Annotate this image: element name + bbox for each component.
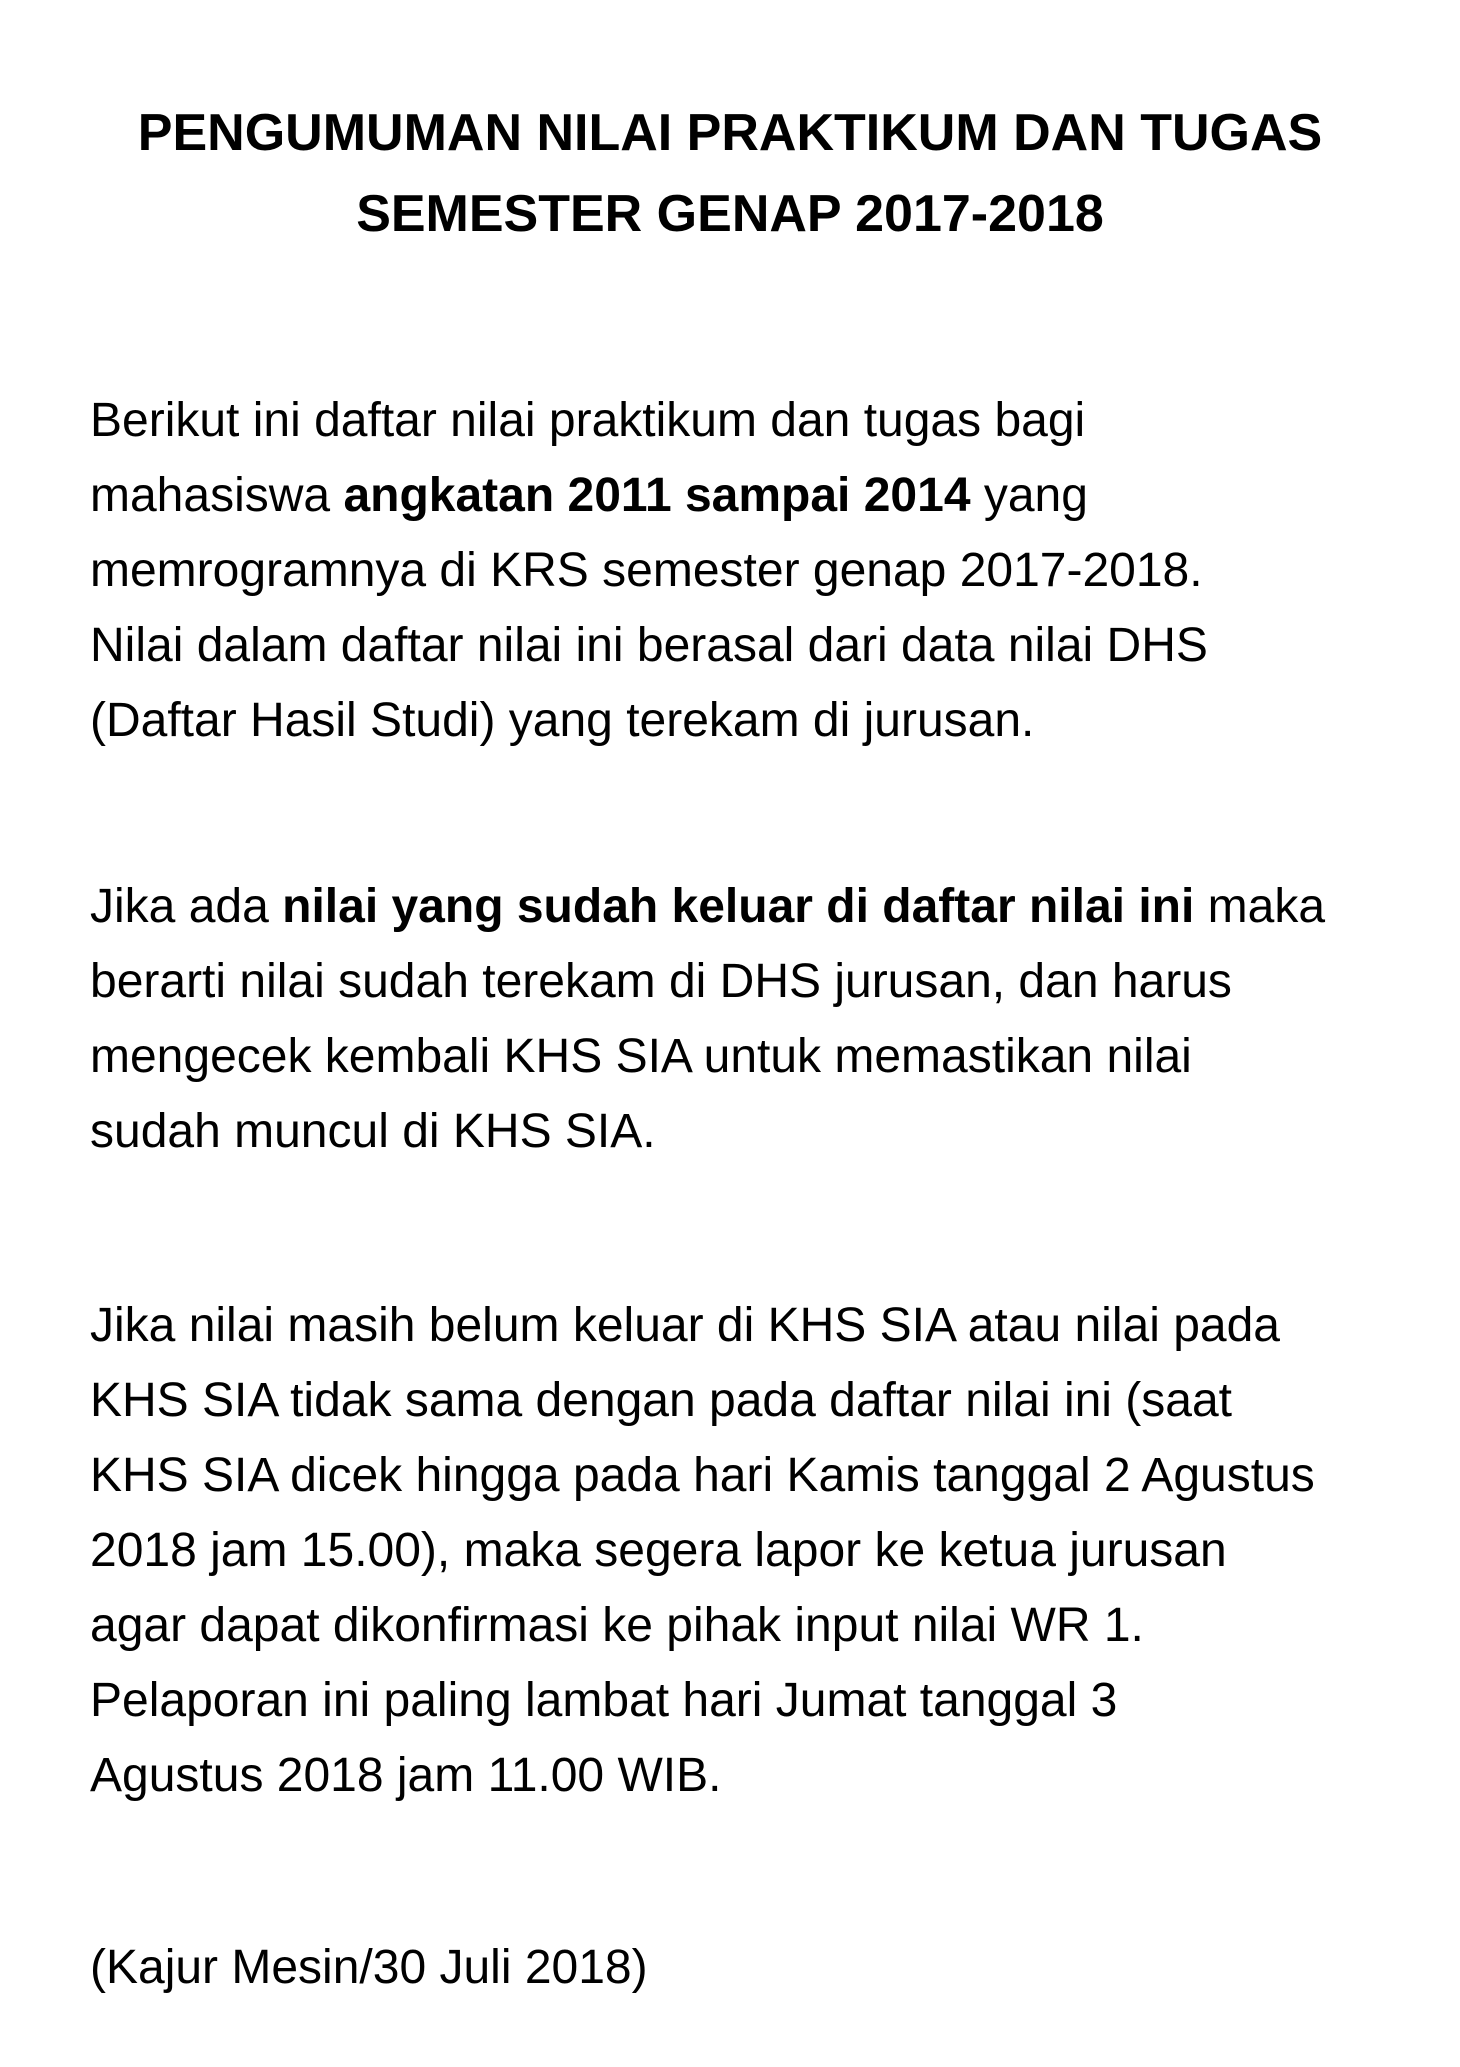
paragraph-line: KHS SIA tidak sama dengan pada daftar nilai ini (saat (90, 1374, 1233, 1427)
paragraph-line (90, 458, 1410, 533)
paragraph-grades-recorded (90, 869, 1410, 1169)
paragraph-line: memrogramnya di KRS semester genap 2017-2018. (90, 544, 1203, 597)
paragraph-line: Nilai dalam daftar nilai ini berasal dari data nilai DHS (90, 619, 1208, 672)
paragraph-line: sudah muncul di KHS SIA. (90, 1105, 656, 1158)
text-segment: mahasiswa (90, 469, 344, 522)
bold-cohort-text: angkatan 2011 sampai 2014 (343, 469, 971, 522)
title-line-2: SEMESTER GENAP 2017-2018 (356, 185, 1104, 243)
paragraph-line: Agustus 2018 jam 11.00 WIB. (90, 1749, 722, 1802)
text-segment: maka (1194, 880, 1326, 933)
text-segment: Jika ada (90, 880, 283, 933)
paragraph-line: KHS SIA dicek hingga pada hari Kamis tanggal 2 Agustus (90, 1449, 1315, 1502)
signature: (Kajur Mesin/30 Juli 2018) (90, 1941, 648, 1994)
paragraph-report-instructions (90, 1288, 1410, 1813)
paragraph-line: berarti nilai sudah terekam di DHS jurusan, dan harus (90, 955, 1232, 1008)
paragraph-line: (Daftar Hasil Studi) yang terekam di jurusan. (90, 694, 1035, 747)
paragraph-line: 2018 jam 15.00), maka segera lapor ke ketua jurusan (90, 1524, 1227, 1577)
paragraph-line (90, 869, 1410, 944)
bold-grades-text: nilai yang sudah keluar di daftar nilai ini (282, 880, 1195, 933)
paragraph-line: agar dapat dikonfirmasi ke pihak input nilai WR 1. (90, 1599, 1144, 1652)
paragraph-line: Jika nilai masih belum keluar di KHS SIA atau nilai pada (90, 1299, 1280, 1352)
page-title (60, 93, 1400, 255)
paragraph-line: Berikut ini daftar nilai praktikum dan tugas bagi (90, 394, 1086, 447)
paragraph-line: mengecek kembali KHS SIA untuk memastikan nilai (90, 1030, 1192, 1083)
title-line-1: PENGUMUMAN NILAI PRAKTIKUM DAN TUGAS (137, 104, 1323, 162)
paragraph-intro (90, 383, 1410, 758)
paragraph-line: Pelaporan ini paling lambat hari Jumat tanggal 3 (90, 1674, 1118, 1727)
text-segment: yang (970, 469, 1088, 522)
